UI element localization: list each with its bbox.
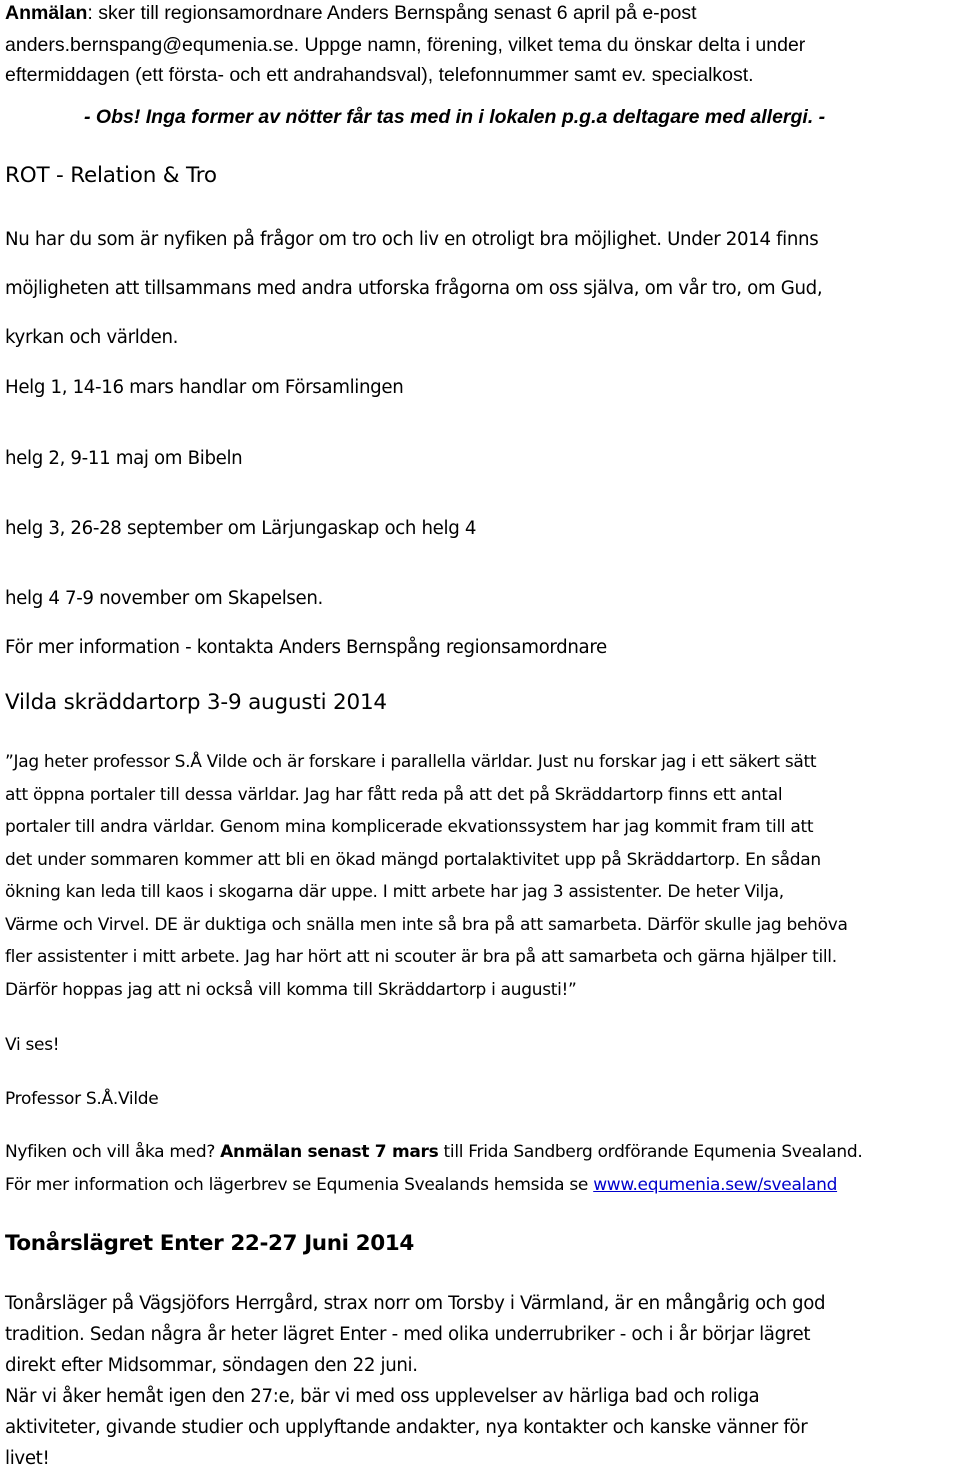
anmalan-text-1: : sker till regionsamordnare Anders Bernspång senast 6 april på e-post bbox=[87, 2, 697, 24]
enter-para-line-5: aktiviteter, givande studier och upplyftande andakter, nya kontakter och kanske vänner för bbox=[5, 1417, 808, 1438]
enter-para-line-1: Tonårsläger på Vägsjöfors Herrgård, strax norr om Torsby i Värmland, är en mångårig och god bbox=[5, 1293, 826, 1314]
vilda-quote-line-4: det under sommaren kommer att bli en ökad mängd portalaktivitet upp på Skräddartorp. En sådan bbox=[5, 850, 821, 870]
enter-para-line-6: livet! bbox=[5, 1448, 50, 1469]
rot-helg-3: helg 3, 26-28 september om Lärjungaskap och helg 4 bbox=[5, 518, 477, 539]
vilda-quote-line-2: att öppna portaler till dessa världar. Jag har fått reda på att det på Skräddartorp finns ett antal bbox=[5, 785, 783, 805]
obs-notice: - Obs! Inga former av nötter får tas med in i lokalen p.g.a deltagare med allergi. - bbox=[84, 106, 826, 128]
nyfiken-text: Nyfiken och vill åka med? bbox=[5, 1142, 221, 1162]
enter-para-line-3: direkt efter Midsommar, söndagen den 22 juni. bbox=[5, 1355, 418, 1376]
deadline-text: Anmälan senast 7 mars bbox=[220, 1142, 439, 1162]
signature: Professor S.Å.Vilde bbox=[5, 1089, 159, 1109]
enter-para-line-4: När vi åker hemåt igen den 27:e, bär vi med oss upplevelser av härliga bad och roliga bbox=[5, 1386, 760, 1407]
rot-helg-2: helg 2, 9-11 maj om Bibeln bbox=[5, 448, 243, 469]
rot-para-line-2: möjligheten att tillsammans med andra utforska frågorna om oss själva, om vår tro, om Gud, bbox=[5, 278, 823, 299]
info-text: För mer information och lägerbrev se Equmenia Svealands hemsida se bbox=[5, 1175, 594, 1195]
info-line bbox=[5, 1175, 837, 1195]
rot-heading: ROT - Relation & Tro bbox=[5, 163, 217, 188]
rot-helg-4: helg 4 7-9 november om Skapelsen. bbox=[5, 588, 323, 609]
rot-para-line-3: kyrkan och världen. bbox=[5, 327, 179, 348]
vilda-quote-line-7: fler assistenter i mitt arbete. Jag har hört att ni scouter är bra på att samarbeta och gärna hjälper till. bbox=[5, 947, 837, 967]
nyfiken-contact: till Frida Sandberg ordförande Equmenia Svealand. bbox=[438, 1142, 863, 1162]
rot-info: För mer information - kontakta Anders Bernspång regionsamordnare bbox=[5, 637, 607, 658]
vilda-quote-line-1: ”Jag heter professor S.Å Vilde och är forskare i parallella världar. Just nu forskar jag i ett säkert sätt bbox=[5, 752, 817, 772]
rot-helg-1: Helg 1, 14-16 mars handlar om Församlingen bbox=[5, 377, 404, 398]
nyfiken-line bbox=[5, 1142, 862, 1162]
anmalan-label: Anmälan bbox=[5, 2, 88, 24]
anmalan-line-1 bbox=[5, 2, 697, 25]
equmenia-link[interactable]: www.equmenia.sew/svealand bbox=[593, 1175, 838, 1195]
anmalan-line-3: eftermiddagen (ett första- och ett andrahandsval), telefonnummer samt ev. specialkost. bbox=[5, 64, 754, 86]
enter-para-line-2: tradition. Sedan några år heter lägret Enter - med olika underrubriker - och i år börjar lägret bbox=[5, 1324, 811, 1345]
enter-heading: Tonårslägret Enter 22-27 Juni 2014 bbox=[5, 1231, 414, 1256]
vilda-quote-line-6: Värme och Virvel. DE är duktiga och snälla men inte så bra på att samarbeta. Därför skulle jag behöva bbox=[5, 915, 848, 935]
vilda-quote-line-5: ökning kan leda till kaos i skogarna där uppe. I mitt arbete har jag 3 assistenter. De heter Vilja, bbox=[5, 882, 784, 902]
vilda-quote-line-8: Därför hoppas jag att ni också vill komma till Skräddartorp i augusti!” bbox=[5, 980, 577, 1000]
rot-para-line-1: Nu har du som är nyfiken på frågor om tro och liv en otroligt bra möjlighet. Under 2014 finns bbox=[5, 229, 819, 250]
anmalan-line-2: anders.bernspang@equmenia.se. Uppge namn, förening, vilket tema du önskar delta i under bbox=[5, 34, 806, 56]
vi-ses: Vi ses! bbox=[5, 1035, 60, 1055]
vilda-quote-line-3: portaler till andra världar. Genom mina komplicerade ekvationssystem har jag kommit fram till att bbox=[5, 817, 814, 837]
vilda-heading: Vilda skräddartorp 3-9 augusti 2014 bbox=[5, 690, 387, 715]
